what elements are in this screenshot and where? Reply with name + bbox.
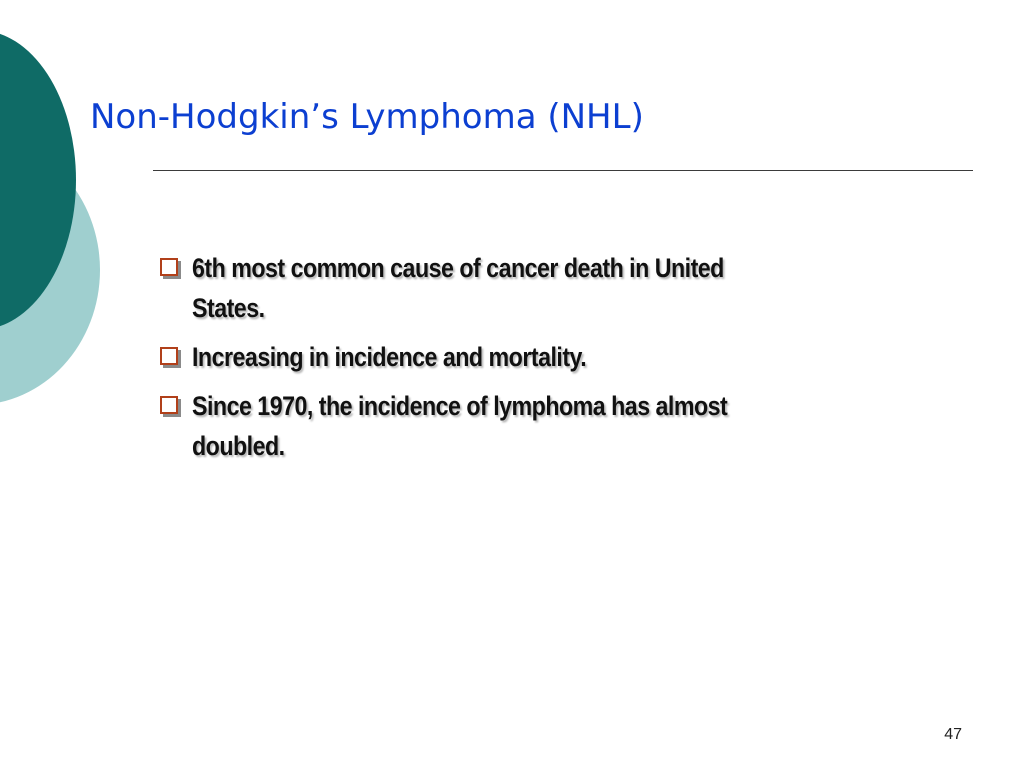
bullet-item	[160, 386, 890, 466]
bullet-text: Increasing in incidence and mortality.	[192, 342, 587, 372]
slide-title: Non-Hodgkin’s Lymphoma (NHL)	[90, 97, 644, 137]
bullet-text: 6th most common cause of cancer death in United States.	[192, 253, 724, 323]
bullet-text: Since 1970, the incidence of lymphoma has almost doubled.	[192, 391, 728, 461]
bullet-list	[160, 248, 890, 475]
bullet-item	[160, 248, 890, 328]
checkbox-square-icon	[160, 258, 181, 279]
checkbox-square-icon	[160, 347, 181, 368]
checkbox-square-icon	[160, 396, 181, 417]
title-divider	[153, 170, 973, 171]
bullet-item	[160, 337, 890, 377]
page-number: 47	[944, 726, 962, 743]
